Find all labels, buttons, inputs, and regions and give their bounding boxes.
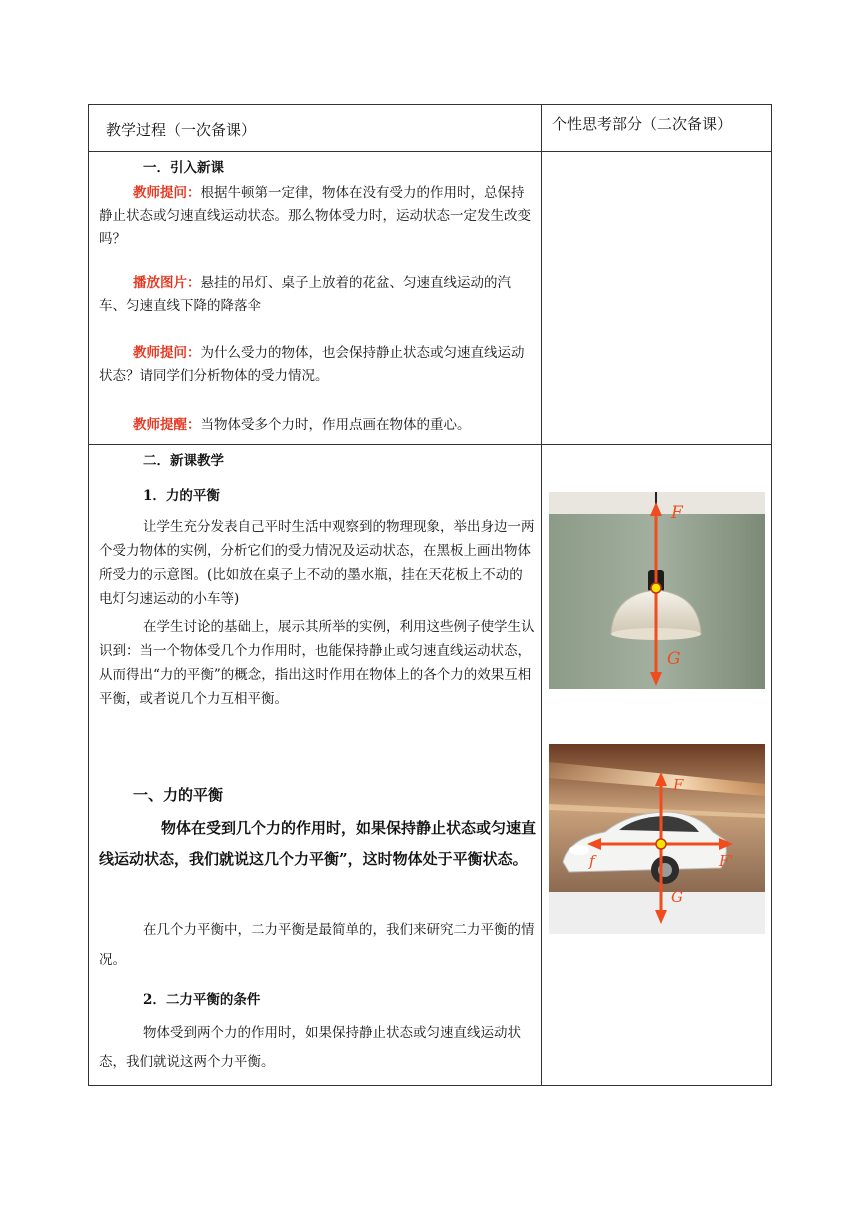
subheading-force-balance: 1．力的平衡 xyxy=(143,488,220,504)
label-F: F xyxy=(671,503,683,523)
teacher-question-1: 教师提问：根据牛顿第一定律，物体在没有受力的作用时，总保持静止状态或匀速直线运动状态。那么物体受力时，运动状态一定发生改变吗？ xyxy=(99,185,531,247)
car-center-point xyxy=(656,839,666,849)
label-G: G xyxy=(667,649,681,669)
label-teacher-question: 教师提问： xyxy=(133,185,201,201)
car-headlight xyxy=(569,845,589,855)
label-show-pictures: 播放图片： xyxy=(133,275,201,291)
show-pictures: 播放图片：悬挂的吊灯、桌子上放着的花盆、匀速直线运动的汽车、匀速直线下降的降落伞 xyxy=(99,275,511,314)
definition-balance: 物体在受到几个力的作用时，如果保持静止状态或匀速直线运动状态，我们就说这几个力平衡”，这时物体处于平衡状态。 xyxy=(99,819,537,868)
paragraph-two-force: 在几个力平衡中，二力平衡是最简单的，我们来研究二力平衡的情况。 xyxy=(99,922,535,968)
section1-heading: 一．引入新课 xyxy=(143,160,224,176)
car-label-f: f xyxy=(589,852,595,870)
lesson-plan-table xyxy=(88,104,772,1086)
section2-reflection-cell xyxy=(542,445,772,1086)
header-reflection-title: 个性思考部分（二次备课） xyxy=(552,115,733,133)
header-process-title: 教学过程（一次备课） xyxy=(106,121,257,139)
section2-cell xyxy=(89,445,542,1086)
car-label-F: F xyxy=(673,776,684,794)
section2-heading: 二．新课教学 xyxy=(143,453,224,469)
center-of-gravity-point xyxy=(651,583,661,593)
teacher-question-2: 教师提问：为什么受力的物体，也会保持静止状态或匀速直线运动状态？请同学们分析物体的受力情况。 xyxy=(99,345,525,384)
moving-car-figure xyxy=(549,744,765,934)
header-cell-process xyxy=(89,105,542,152)
big-heading-force-balance: 一、力的平衡 xyxy=(133,786,224,804)
hanging-lamp-figure xyxy=(549,492,765,689)
paragraph-concept: 在学生讨论的基础上，展示其所举的实例，利用这些例子使学生认识到：当一个物体受几个力作用时，也能保持静止或匀速直线运动状态，从而得出“力的平衡”的概念，指出这时作用在物体上的各个力的效果互相平衡，或者说几个力互相平衡。 xyxy=(99,619,535,707)
paragraph-two-force-balance: 物体受到两个力的作用时，如果保持静止状态或匀速直线运动状态，我们就说这两个力平衡。 xyxy=(99,1025,521,1070)
car-label-G: G xyxy=(671,888,683,906)
section1-cell xyxy=(89,152,542,445)
label-teacher-reminder: 教师提醒： xyxy=(133,417,201,433)
teacher-reminder: 教师提醒：当物体受多个力时，作用点画在物体的重心。 xyxy=(133,417,471,433)
paragraph-student-examples: 让学生充分发表自己平时生活中观察到的物理现象，举出身边一两个受力物体的实例，分析它们的受力情况及运动状态，在黑板上画出物体所受力的示意图。(比如放在桌子上不动的墨水瓶，挂在天花板上不动的电灯匀速运动的小车等) xyxy=(99,519,535,607)
header-cell-reflection xyxy=(542,105,772,152)
label-teacher-question-2: 教师提问： xyxy=(133,345,201,361)
subheading-two-force-conditions: 2．二力平衡的条件 xyxy=(143,992,261,1008)
section1-reflection-cell xyxy=(542,152,772,445)
car-label-F-prime: F' xyxy=(719,852,734,870)
